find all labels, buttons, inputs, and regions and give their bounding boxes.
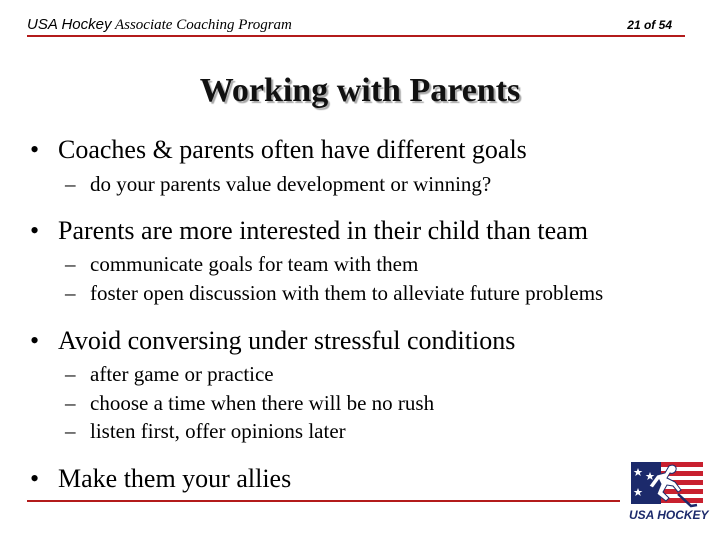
program-name: [27, 16, 292, 34]
sub-bullet-item: [65, 419, 346, 444]
sub-bullet-item: [65, 252, 418, 277]
bullet-text: Avoid conversing under stressful conditions: [58, 326, 516, 355]
sub-bullet-item: [65, 281, 603, 306]
program-title: Associate Coaching Program: [111, 17, 292, 33]
dash-glyph: –: [65, 362, 76, 386]
bullet-glyph: •: [30, 326, 40, 355]
bullet-item: [30, 216, 588, 246]
dash-glyph: –: [65, 252, 76, 276]
sub-bullet-text: choose a time when there will be no rush: [90, 391, 435, 415]
dash-glyph: –: [65, 391, 76, 415]
header-divider: [27, 35, 685, 37]
sub-bullet-text: communicate goals for team with them: [90, 252, 419, 276]
bullet-text: Make them your allies: [58, 464, 292, 493]
footer-divider: [27, 500, 620, 502]
bullet-glyph: •: [30, 216, 40, 245]
bullet-item: [30, 464, 291, 494]
bullet-glyph: •: [30, 464, 40, 493]
page-counter: 21 of 54: [627, 18, 672, 32]
sub-bullet-item: [65, 172, 491, 197]
dash-glyph: –: [65, 172, 76, 196]
sub-bullet-item: [65, 362, 274, 387]
sub-bullet-text: do your parents value development or winning?: [90, 172, 492, 196]
bullet-text: Coaches & parents often have different goals: [58, 135, 527, 164]
dash-glyph: –: [65, 419, 76, 443]
sub-bullet-text: after game or practice: [90, 362, 274, 386]
slide-title: Working with Parents: [199, 72, 521, 109]
sub-bullet-text: foster open discussion with them to alleviate future problems: [90, 281, 604, 305]
bullet-glyph: •: [30, 135, 40, 164]
slide-header: [27, 16, 685, 36]
bullet-text: Parents are more interested in their child than team: [58, 216, 588, 245]
sub-bullet-item: [65, 391, 434, 416]
program-brand: USA Hockey: [27, 16, 112, 33]
bullet-item: [30, 326, 515, 356]
dash-glyph: –: [65, 281, 76, 305]
sub-bullet-text: listen first, offer opinions later: [90, 419, 346, 443]
usa-hockey-logo-text: USA HOCKEY: [629, 508, 709, 522]
bullet-item: [30, 135, 527, 165]
